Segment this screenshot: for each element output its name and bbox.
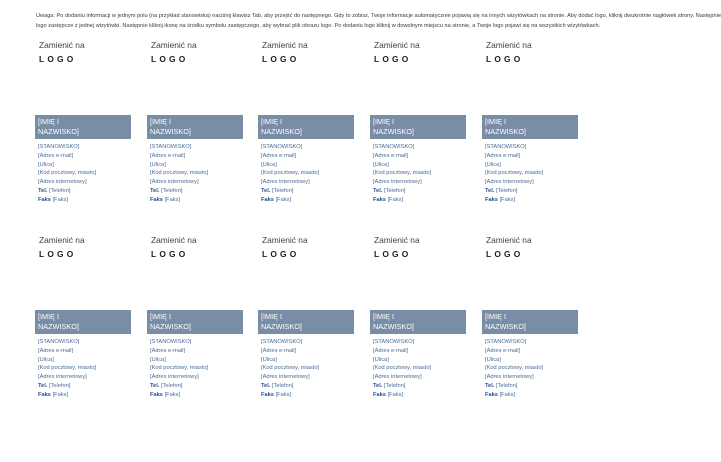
postal-city-field[interactable]: [Kod pocztowy, miasto] [373,170,432,177]
name-line-1: [IMIĘ I [373,312,395,321]
street-field[interactable]: [Ulica] [485,161,501,168]
job-title-field[interactable]: [STANOWISKO] [261,339,303,345]
fax-field[interactable]: [Faks] [387,391,404,398]
instructions-line-2: logo zastępcze z jednej wizytówki. Następnie kliknij ikonę na środku symbolu zastępczego, aby wybrać plik obrazu logo. Po dodaniu logo kliknij w dowolnym miejscu na stronie, a Twoje logo pojawi się na wszystkich wizytówkach. [36,22,601,29]
email-field[interactable]: [Adres e-mail] [485,152,521,159]
fax-row[interactable] [150,391,208,400]
contact-details [38,338,96,400]
business-card [35,13,131,203]
logo-placeholder-caption: Zamienić na [39,40,85,50]
phone-label: Tel. [38,382,48,389]
fax-label: Faks [150,196,163,203]
name-field[interactable] [482,310,578,334]
logo-placeholder[interactable] [151,40,197,64]
logo-placeholder-text: LOGO [374,54,412,64]
name-line-1: [IMIĘ I [485,117,507,126]
phone-row[interactable] [38,382,96,391]
business-card [370,208,466,398]
contact-details [485,338,543,400]
phone-row[interactable] [485,187,543,196]
logo-placeholder-text: LOGO [486,54,524,64]
street-field[interactable]: [Ulica] [150,356,166,363]
fax-label: Faks [38,391,51,398]
phone-label: Tel. [373,187,383,194]
phone-row[interactable] [485,382,543,391]
website-field[interactable]: [Adres internetowy] [150,374,199,381]
phone-label: Tel. [38,187,48,194]
logo-placeholder-text: LOGO [39,249,77,259]
phone-field[interactable]: [Telefon] [383,187,406,194]
street-field[interactable]: [Ulica] [38,161,54,168]
fax-field[interactable]: [Faks] [275,391,292,398]
street-field[interactable]: [Ulica] [373,161,389,168]
postal-city-field[interactable]: [Kod pocztowy, miasto] [261,170,320,177]
email-field[interactable]: [Adres e-mail] [261,152,297,159]
street-field[interactable]: [Ulica] [373,356,389,363]
business-card [35,208,131,398]
street-field[interactable]: [Ulica] [485,356,501,363]
phone-field[interactable]: [Telefon] [160,382,183,389]
street-field[interactable]: [Ulica] [38,356,54,363]
website-field[interactable]: [Adres internetowy] [485,374,534,381]
logo-placeholder-caption: Zamienić na [374,235,420,245]
phone-field[interactable]: [Telefon] [383,382,406,389]
name-line-1: [IMIĘ I [150,117,172,126]
email-field[interactable]: [Adres e-mail] [485,347,521,354]
phone-label: Tel. [485,382,495,389]
postal-city-field[interactable]: [Kod pocztowy, miasto] [38,170,97,177]
fax-field[interactable]: [Faks] [52,196,69,203]
job-title-field[interactable]: [STANOWISKO] [485,339,527,345]
postal-city-field[interactable]: [Kod pocztowy, miasto] [485,170,544,177]
postal-city-field[interactable]: [Kod pocztowy, miasto] [38,365,97,372]
job-title-field[interactable]: [STANOWISKO] [150,339,192,345]
email-field[interactable]: [Adres e-mail] [150,152,186,159]
phone-field[interactable]: [Telefon] [495,382,518,389]
postal-city-field[interactable]: [Kod pocztowy, miasto] [261,365,320,372]
phone-label: Tel. [261,382,271,389]
logo-placeholder-text: LOGO [39,54,77,64]
logo-placeholder[interactable] [39,40,85,64]
fax-row[interactable] [373,196,431,205]
postal-city-field[interactable]: [Kod pocztowy, miasto] [150,170,209,177]
logo-placeholder-text: LOGO [151,54,189,64]
name-line-2: NAZWISKO] [485,127,526,136]
name-line-1: [IMIĘ I [261,117,283,126]
fax-label: Faks [373,196,386,203]
fax-row[interactable] [485,196,543,205]
name-field[interactable] [35,310,131,334]
contact-details [261,143,319,205]
logo-placeholder-caption: Zamienić na [374,40,420,50]
contact-details [373,143,431,205]
fax-row[interactable] [150,196,208,205]
name-line-1: [IMIĘ I [485,312,507,321]
job-title-field[interactable]: [STANOWISKO] [373,144,415,150]
name-line-1: [IMIĘ I [373,117,395,126]
fax-label: Faks [261,391,274,398]
name-line-2: NAZWISKO] [373,322,414,331]
logo-placeholder[interactable] [486,40,532,64]
phone-field[interactable]: [Telefon] [160,187,183,194]
phone-label: Tel. [373,382,383,389]
phone-field[interactable]: [Telefon] [271,382,294,389]
fax-field[interactable]: [Faks] [275,196,292,203]
email-field[interactable]: [Adres e-mail] [261,347,297,354]
website-field[interactable]: [Adres internetowy] [485,179,534,186]
postal-city-field[interactable]: [Kod pocztowy, miasto] [150,365,209,372]
logo-placeholder-text: LOGO [374,249,412,259]
contact-details [150,338,208,400]
logo-placeholder[interactable] [262,235,308,259]
phone-label: Tel. [261,187,271,194]
business-card [258,13,354,203]
website-field[interactable]: [Adres internetowy] [38,374,87,381]
name-line-1: [IMIĘ I [150,312,172,321]
logo-placeholder[interactable] [262,40,308,64]
website-field[interactable]: [Adres internetowy] [150,179,199,186]
street-field[interactable]: [Ulica] [261,161,277,168]
contact-details [150,143,208,205]
name-line-1: [IMIĘ I [261,312,283,321]
name-field[interactable] [258,115,354,139]
fax-field[interactable]: [Faks] [164,196,181,203]
website-field[interactable]: [Adres internetowy] [373,374,422,381]
logo-placeholder[interactable] [486,235,532,259]
job-title-field[interactable]: [STANOWISKO] [373,339,415,345]
email-field[interactable]: [Adres e-mail] [373,347,409,354]
name-field[interactable] [370,310,466,334]
street-field[interactable]: [Ulica] [150,161,166,168]
fax-label: Faks [373,391,386,398]
business-card [258,208,354,398]
phone-row[interactable] [150,382,208,391]
logo-placeholder-text: LOGO [262,249,300,259]
fax-row[interactable] [485,391,543,400]
logo-placeholder-caption: Zamienić na [262,40,308,50]
postal-city-field[interactable]: [Kod pocztowy, miasto] [373,365,432,372]
name-field[interactable] [147,115,243,139]
logo-placeholder-caption: Zamienić na [486,235,532,245]
phone-field[interactable]: [Telefon] [271,187,294,194]
name-field[interactable] [147,310,243,334]
fax-row[interactable] [261,196,319,205]
logo-placeholder[interactable] [39,235,85,259]
email-field[interactable]: [Adres e-mail] [38,152,74,159]
email-field[interactable]: [Adres e-mail] [373,152,409,159]
email-field[interactable]: [Adres e-mail] [150,347,186,354]
fax-label: Faks [485,196,498,203]
logo-placeholder[interactable] [151,235,197,259]
name-line-1: [IMIĘ I [38,312,60,321]
contact-details [485,143,543,205]
name-line-1: [IMIĘ I [38,117,60,126]
phone-field[interactable]: [Telefon] [495,187,518,194]
phone-row[interactable] [150,187,208,196]
job-title-field[interactable]: [STANOWISKO] [38,144,80,150]
job-title-field[interactable]: [STANOWISKO] [485,144,527,150]
logo-placeholder-text: LOGO [486,249,524,259]
name-field[interactable] [258,310,354,334]
fax-label: Faks [150,391,163,398]
contact-details [373,338,431,400]
fax-label: Faks [485,391,498,398]
fax-field[interactable]: [Faks] [499,196,516,203]
postal-city-field[interactable]: [Kod pocztowy, miasto] [485,365,544,372]
name-line-2: NAZWISKO] [150,322,191,331]
phone-row[interactable] [261,187,319,196]
fax-row[interactable] [373,391,431,400]
name-field[interactable] [482,115,578,139]
name-line-2: NAZWISKO] [150,127,191,136]
name-line-2: NAZWISKO] [261,322,302,331]
fax-row[interactable] [261,391,319,400]
fax-field[interactable]: [Faks] [387,196,404,203]
phone-label: Tel. [150,187,160,194]
phone-row[interactable] [373,382,431,391]
logo-placeholder-caption: Zamienić na [486,40,532,50]
name-line-2: NAZWISKO] [373,127,414,136]
instructions-line-1: Uwaga: Po dodaniu informacji w jednym polu (na przykład stanowiska) naciśnij klawisz Tab, aby przejść do następnego. Gdy to zobisz, Twoje informacje automatycznie pojawią się na innych wizytówkach na stronie. Aby dodać logo, kliknij dwukrotnie nagłówek strony. Następnie [36,13,721,19]
business-card [482,208,578,398]
website-field[interactable]: [Adres internetowy] [261,179,310,186]
fax-field[interactable]: [Faks] [164,391,181,398]
business-card [482,13,578,203]
business-card [370,13,466,203]
website-field[interactable]: [Adres internetowy] [261,374,310,381]
job-title-field[interactable]: [STANOWISKO] [38,339,80,345]
logo-placeholder-caption: Zamienić na [151,40,197,50]
name-line-2: NAZWISKO] [38,127,79,136]
website-field[interactable]: [Adres internetowy] [38,179,87,186]
business-card [147,13,243,203]
fax-label: Faks [38,196,51,203]
logo-placeholder-caption: Zamienić na [151,235,197,245]
street-field[interactable]: [Ulica] [261,356,277,363]
contact-details [38,143,96,205]
phone-row[interactable] [261,382,319,391]
job-title-field[interactable]: [STANOWISKO] [150,144,192,150]
name-line-2: NAZWISKO] [261,127,302,136]
logo-placeholder-text: LOGO [151,249,189,259]
contact-details [261,338,319,400]
job-title-field[interactable]: [STANOWISKO] [261,144,303,150]
phone-field[interactable]: [Telefon] [48,187,71,194]
name-field[interactable] [35,115,131,139]
logo-placeholder[interactable] [374,40,420,64]
logo-placeholder-caption: Zamienić na [262,235,308,245]
fax-row[interactable] [38,391,96,400]
logo-placeholder-text: LOGO [262,54,300,64]
logo-placeholder[interactable] [374,235,420,259]
name-line-2: NAZWISKO] [485,322,526,331]
phone-row[interactable] [373,187,431,196]
phone-field[interactable]: [Telefon] [48,382,71,389]
fax-label: Faks [261,196,274,203]
name-line-2: NAZWISKO] [38,322,79,331]
phone-label: Tel. [485,187,495,194]
fax-field[interactable]: [Faks] [499,391,516,398]
fax-row[interactable] [38,196,96,205]
name-field[interactable] [370,115,466,139]
website-field[interactable]: [Adres internetowy] [373,179,422,186]
phone-label: Tel. [150,382,160,389]
phone-row[interactable] [38,187,96,196]
email-field[interactable]: [Adres e-mail] [38,347,74,354]
fax-field[interactable]: [Faks] [52,391,69,398]
business-card [147,208,243,398]
logo-placeholder-caption: Zamienić na [39,235,85,245]
